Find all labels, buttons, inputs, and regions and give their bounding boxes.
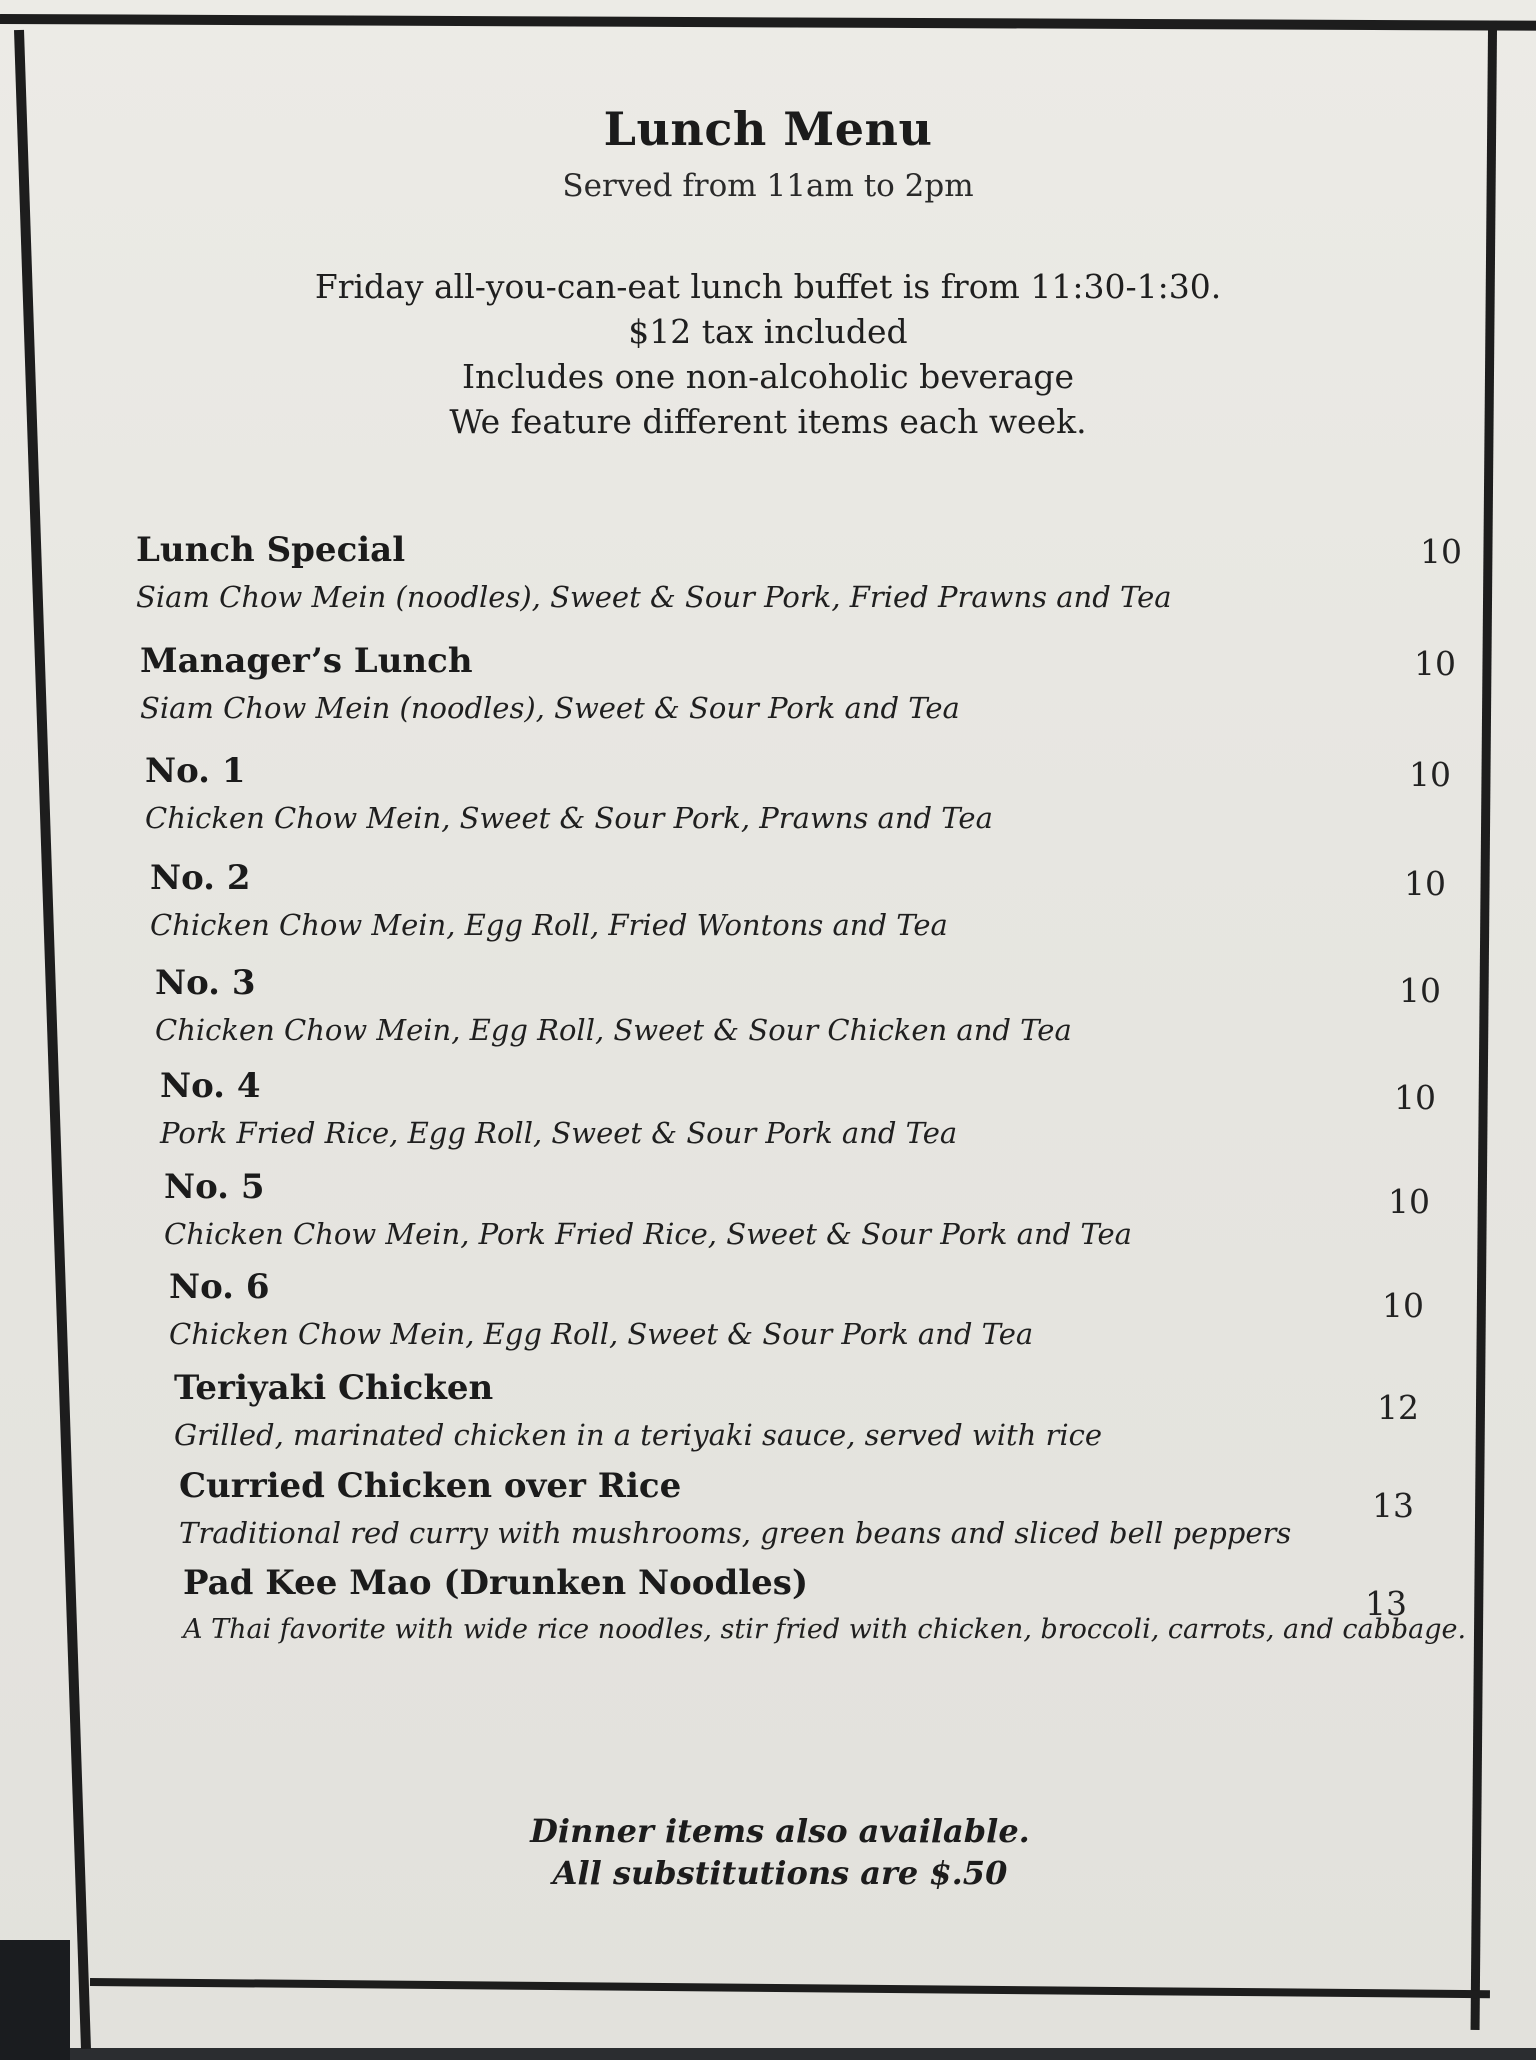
item-price: 10 xyxy=(1388,1182,1430,1221)
item-price: 13 xyxy=(1372,1486,1414,1525)
item-name: Lunch Special xyxy=(136,530,406,570)
menu-item-teriyaki-chicken xyxy=(174,1368,1536,1454)
item-price: 10 xyxy=(1399,971,1441,1010)
menu-footer xyxy=(0,1810,1536,1894)
item-description: Pork Fried Rice, Egg Roll, Sweet & Sour Pork and Tea xyxy=(160,1116,958,1150)
menu-item-pad-kee-mao xyxy=(183,1563,1536,1649)
buffet-line-2: $12 tax included xyxy=(628,312,908,351)
item-description: Chicken Chow Mein, Sweet & Sour Pork, Prawns and Tea xyxy=(145,801,993,835)
buffet-line-3: Includes one non-alcoholic beverage xyxy=(461,357,1075,396)
menu-item-no-3 xyxy=(155,963,1535,1049)
menu-item-no-5 xyxy=(164,1167,1536,1253)
item-name: Pad Kee Mao (Drunken Noodles) xyxy=(183,1563,809,1603)
item-description: Chicken Chow Mein, Egg Roll, Sweet & Sour Pork and Tea xyxy=(169,1317,1034,1351)
item-description: A Thai favorite with wide rice noodles, stir fried with chicken, broccoli, carrots, and cabbage. xyxy=(183,1614,1467,1645)
item-name: Teriyaki Chicken xyxy=(174,1368,494,1408)
menu-item-no-1 xyxy=(145,751,1525,837)
item-price: 12 xyxy=(1377,1388,1419,1427)
buffet-info xyxy=(0,264,1536,444)
item-price: 13 xyxy=(1365,1584,1407,1623)
item-name: No. 4 xyxy=(160,1066,261,1106)
item-description: Grilled, marinated chicken in a teriyaki sauce, served with rice xyxy=(174,1418,1103,1452)
buffet-line-1: Friday all-you-can-eat lunch buffet is from 11:30-1:30. xyxy=(314,267,1222,306)
buffet-line-4: We feature different items each week. xyxy=(449,402,1087,441)
item-name: No. 1 xyxy=(145,751,246,791)
item-name: No. 3 xyxy=(155,963,256,1003)
item-description: Siam Chow Mein (noodles), Sweet & Sour Pork, Fried Prawns and Tea xyxy=(136,580,1172,614)
menu-title: Lunch Menu xyxy=(603,102,933,156)
item-price: 10 xyxy=(1409,755,1451,794)
item-price: 10 xyxy=(1420,532,1462,571)
item-name: No. 6 xyxy=(169,1267,270,1307)
item-description: Chicken Chow Mein, Pork Fried Rice, Sweet & Sour Pork and Tea xyxy=(164,1217,1132,1251)
item-description: Chicken Chow Mein, Egg Roll, Fried Wontons and Tea xyxy=(150,908,948,942)
item-name: No. 2 xyxy=(150,858,251,898)
menu-item-managers-lunch xyxy=(140,641,1520,727)
item-description: Siam Chow Mein (noodles), Sweet & Sour Pork and Tea xyxy=(140,691,960,725)
item-description: Traditional red curry with mushrooms, green beans and sliced bell peppers xyxy=(179,1516,1292,1550)
item-description: Chicken Chow Mein, Egg Roll, Sweet & Sour Chicken and Tea xyxy=(155,1013,1072,1047)
menu-item-curried-chicken xyxy=(179,1466,1536,1552)
item-price: 10 xyxy=(1404,864,1446,903)
item-name: Curried Chicken over Rice xyxy=(179,1466,682,1506)
footer-line-2: All substitutions are $.50 xyxy=(552,1854,1008,1892)
menu-item-lunch-special xyxy=(136,530,1516,616)
item-price: 10 xyxy=(1394,1078,1436,1117)
menu-item-no-4 xyxy=(160,1066,1536,1152)
item-name: No. 5 xyxy=(164,1167,265,1207)
menu-item-no-2 xyxy=(150,858,1530,944)
item-price: 10 xyxy=(1382,1286,1424,1325)
footer-line-1: Dinner items also available. xyxy=(530,1812,1030,1850)
menu-item-no-6 xyxy=(169,1267,1536,1353)
item-name: Manager’s Lunch xyxy=(140,641,473,681)
item-price: 10 xyxy=(1414,644,1456,683)
served-hours: Served from 11am to 2pm xyxy=(562,168,974,204)
